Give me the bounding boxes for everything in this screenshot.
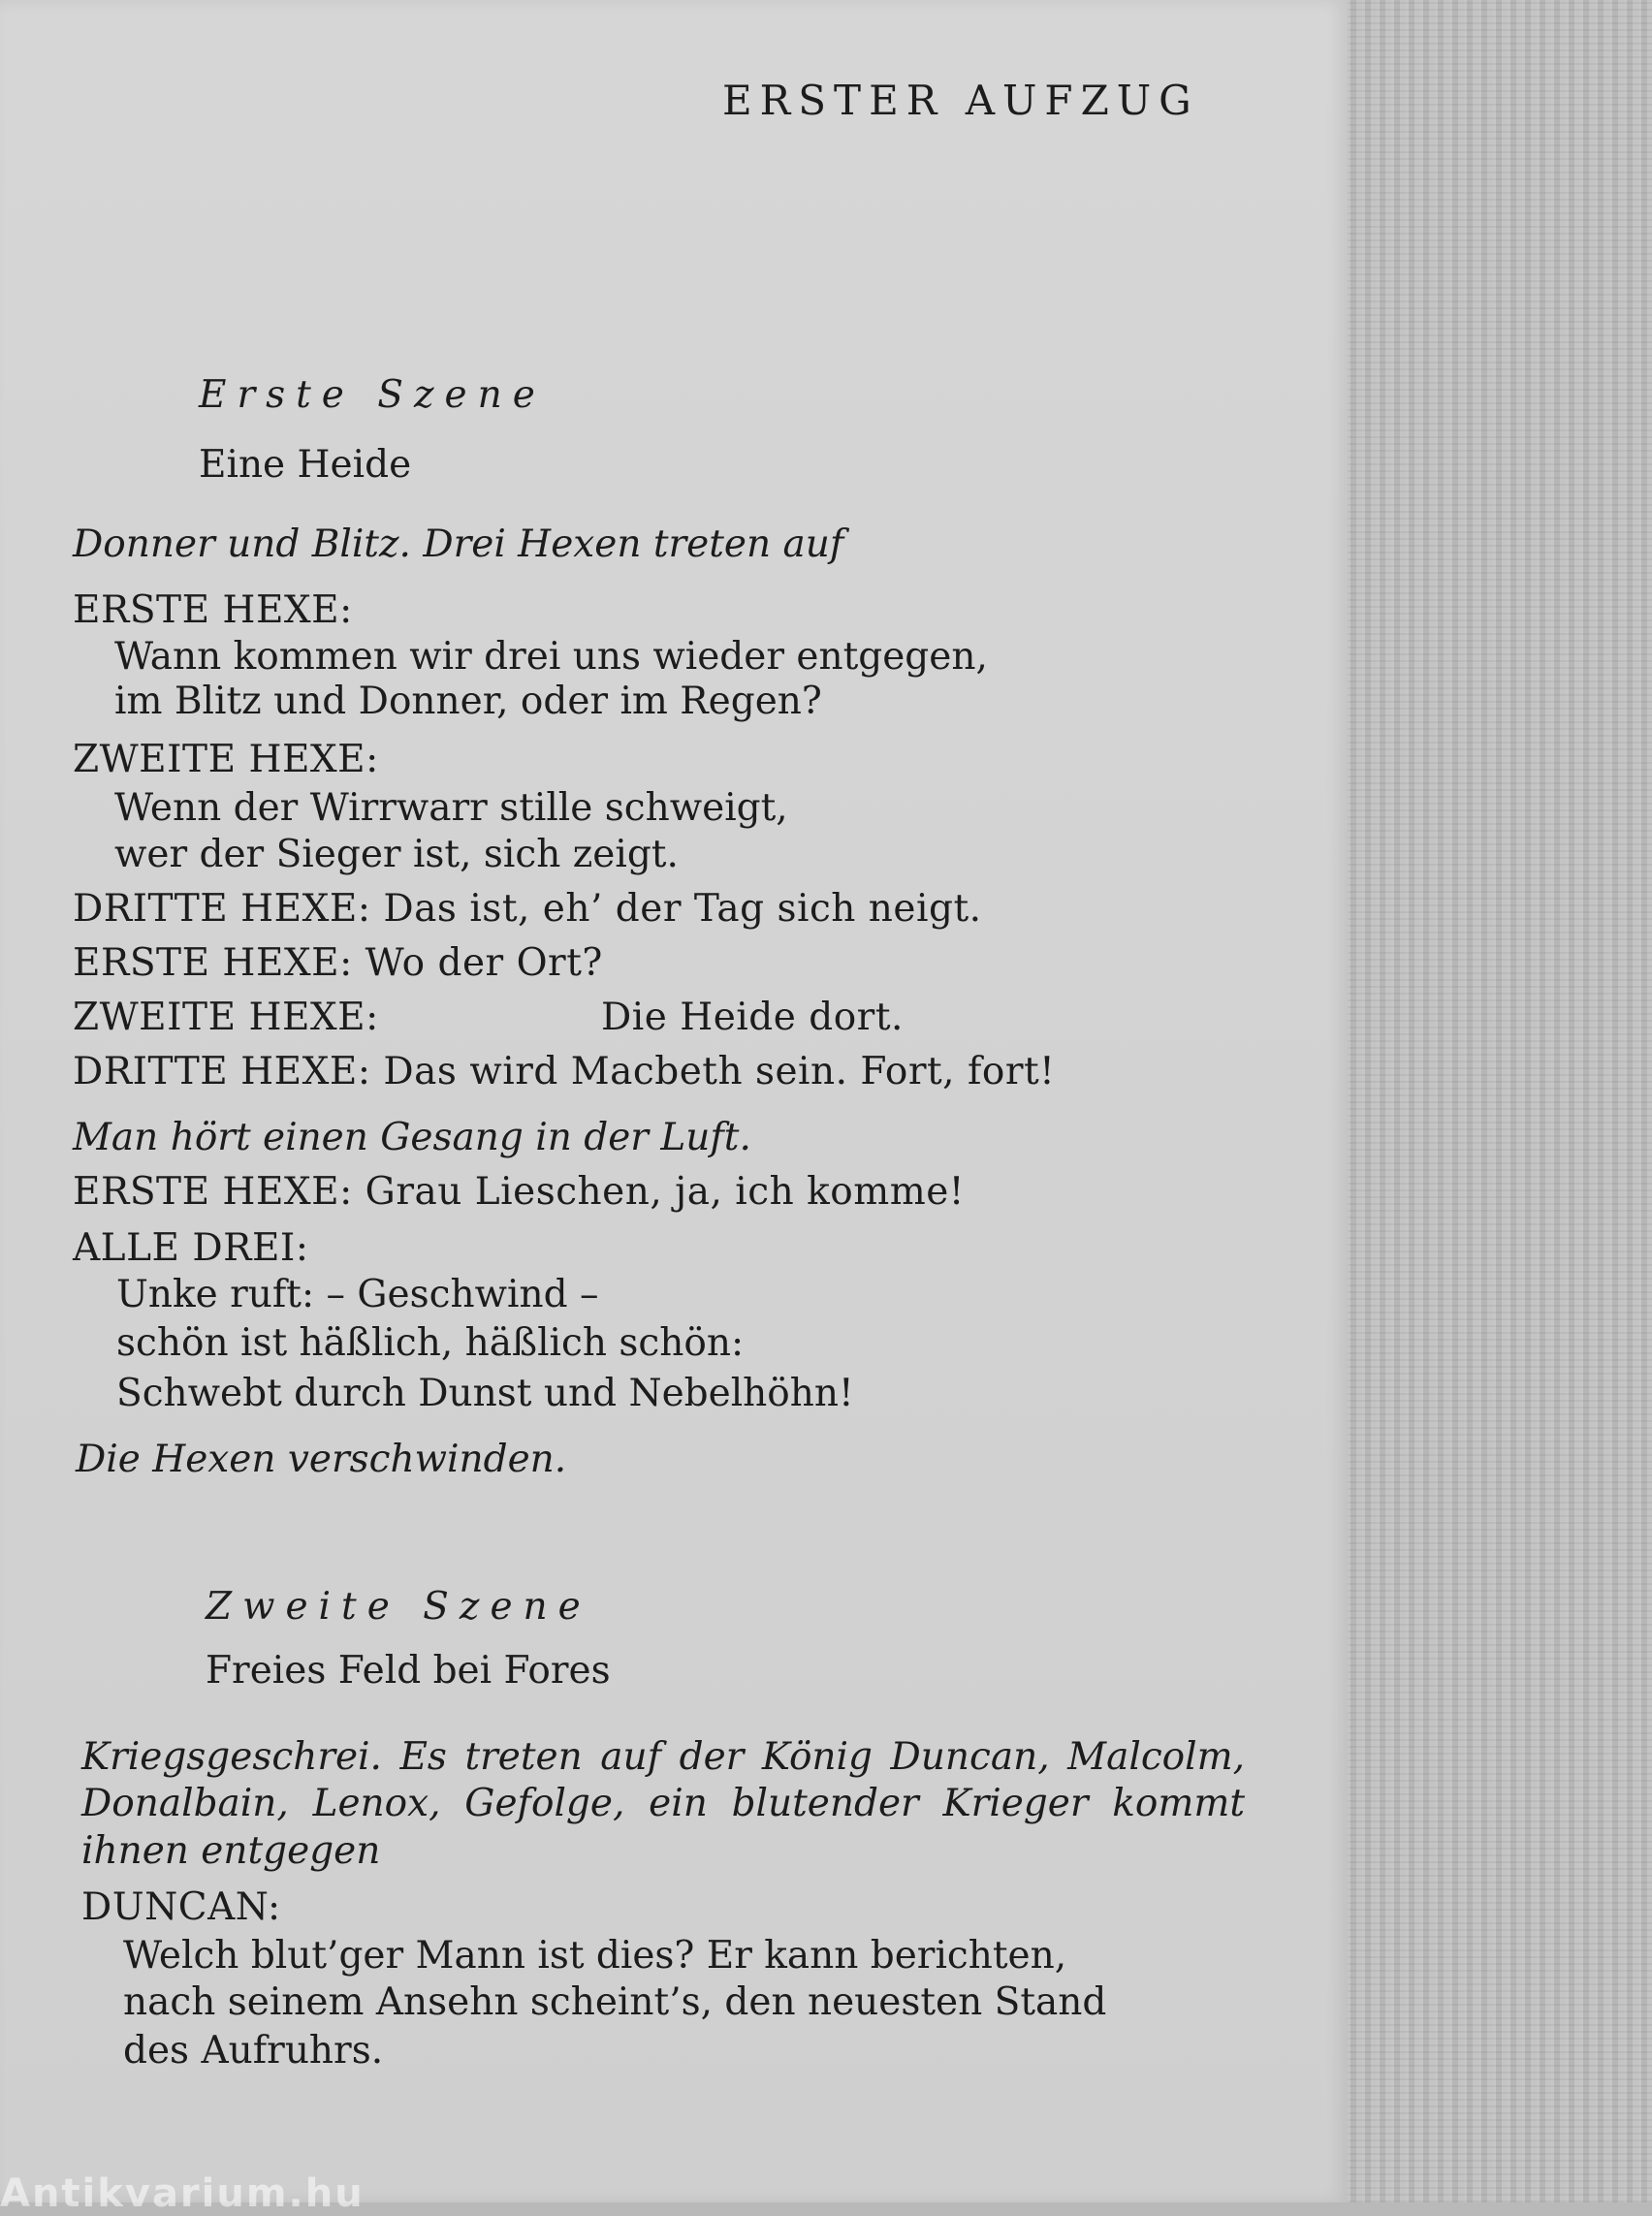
speech-dritte-hexe: DRITTE HEXE: Das wird Macbeth sein. Fort, fort! — [73, 1050, 1056, 1093]
book-cover-edge — [1348, 0, 1652, 2202]
speech-erste-hexe: ERSTE HEXE: Grau Lieschen, ja, ich komme! — [73, 1170, 965, 1214]
verse-line: Unke ruft: – Geschwind – — [116, 1273, 599, 1316]
scene-2-heading: Zweite Szene — [206, 1585, 591, 1629]
verse-line: Wenn der Wirrwarr stille schweigt, — [114, 786, 788, 830]
act-heading: ERSTER AUFZUG — [722, 77, 1199, 124]
verse-line: des Aufruhrs. — [123, 2029, 384, 2073]
verse-line: Welch blut’ger Mann ist dies? Er kann berichten, — [123, 1934, 1067, 1978]
verse-line: Wann kommen wir drei uns wieder entgegen, — [114, 635, 988, 679]
stage-direction-line: Kriegsgeschrei. Es treten auf der König Duncan, Malcolm, — [81, 1735, 1245, 1779]
verse-line: im Blitz und Donner, oder im Regen? — [114, 680, 822, 723]
scene-1-location: Eine Heide — [199, 443, 412, 487]
speaker-zweite-hexe: ZWEITE HEXE: — [73, 996, 379, 1039]
verse-line: Schwebt durch Dunst und Nebelhöhn! — [116, 1372, 854, 1415]
speech-zweite-hexe — [73, 995, 904, 1041]
speech-dritte-hexe: DRITTE HEXE: Das ist, eh’ der Tag sich neigt. — [73, 887, 982, 931]
scene-1-heading: Erste Szene — [199, 373, 546, 417]
speaker-alle-drei: ALLE DREI: — [73, 1226, 309, 1270]
speaker-duncan: DUNCAN: — [81, 1885, 281, 1929]
speech-erste-hexe: ERSTE HEXE: Wo der Ort? — [73, 941, 603, 985]
stage-direction-line: ihnen entgegen — [81, 1829, 381, 1873]
stage-direction-2: Man hört einen Gesang in der Luft. — [73, 1116, 751, 1159]
verse-line: wer der Sieger ist, sich zeigt. — [114, 833, 679, 876]
speaker-erste-hexe: ERSTE HEXE: — [73, 588, 353, 632]
verse-text: Die Heide dort. — [601, 996, 904, 1039]
verse-line: schön ist häßlich, häßlich schön: — [116, 1321, 745, 1365]
watermark-text: Antikvarium.hu — [0, 2171, 365, 2216]
stage-direction-3: Die Hexen verschwinden. — [76, 1438, 567, 1481]
stage-direction-line: Donalbain, Lenox, Gefolge, ein blutender Krieger kommt — [81, 1782, 1245, 1825]
scene-2-location: Freies Feld bei Fores — [206, 1649, 611, 1693]
stage-direction-1: Donner und Blitz. Drei Hexen treten auf — [73, 522, 844, 566]
speaker-zweite-hexe: ZWEITE HEXE: — [73, 738, 379, 781]
verse-line: nach seinem Ansehn scheint’s, den neuesten Stand — [123, 1980, 1107, 2024]
